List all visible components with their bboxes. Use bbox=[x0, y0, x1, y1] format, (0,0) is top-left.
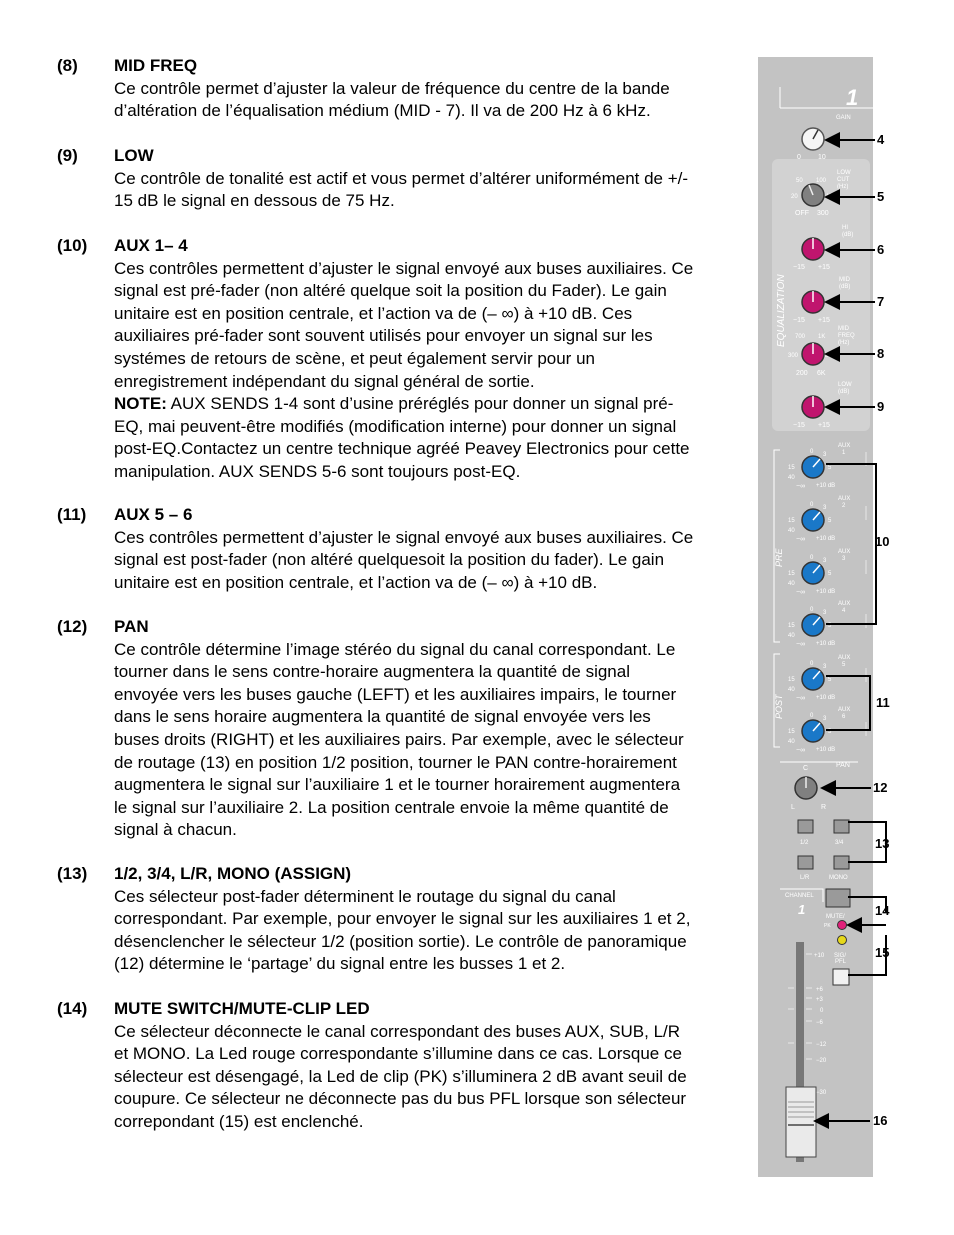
aux-4-scale-5: 5 bbox=[828, 623, 832, 629]
callout-13: 13 bbox=[875, 836, 890, 851]
body-line: auxiliaires pré-fader sont souvent utilisés pour envoyer un signal sur les bbox=[114, 326, 653, 346]
aux-3-scale-zero: 0 bbox=[810, 555, 814, 561]
channel-number-bottom: 1 bbox=[798, 902, 806, 917]
body-line: dans le sens horaire augmentera la quantité de signal envoyée vers les bbox=[114, 707, 651, 727]
channel-label: CHANNEL bbox=[785, 893, 814, 899]
section-pan bbox=[57, 616, 757, 846]
aux-2-label-1: AUX bbox=[838, 496, 851, 502]
button-1-2-label: 1/2 bbox=[800, 840, 809, 846]
gain-label: GAIN bbox=[836, 115, 851, 121]
body-line: envoyée vers les buses gauche (LEFT) et les auxiliaires impairs, le tourner bbox=[114, 684, 677, 704]
mid-freq-knob[interactable] bbox=[802, 343, 824, 365]
note-line: post-EQ.Contactez un centre technique agréé Peavey Electronics pour cette bbox=[114, 439, 690, 459]
mid-freq-300: 300 bbox=[788, 353, 799, 359]
section-number: (9) bbox=[57, 146, 78, 165]
low-cut-max: 300 bbox=[817, 210, 829, 217]
section-title: LOW bbox=[114, 146, 154, 165]
note-line: EQ, mai peuvent-être modifiés (modification interne) pour donner un signal bbox=[114, 416, 677, 436]
note-label: NOTE: bbox=[114, 394, 167, 414]
body-line: le signal sur l’auxiliaire 2. La position centrale envoie la même quantité de bbox=[114, 797, 669, 817]
aux-5-label-1: AUX bbox=[838, 655, 851, 661]
aux-6-label-2: 6 bbox=[842, 714, 846, 720]
body-line: Ce contrôle détermine l’image stéréo du signal du canal correspondant. Le bbox=[114, 639, 676, 659]
hi-eq-label-2: (dB) bbox=[842, 232, 854, 238]
aux-4-min: −∞ bbox=[796, 641, 806, 648]
section-assign bbox=[57, 863, 757, 983]
aux-4-label-2: 4 bbox=[842, 608, 846, 614]
aux-1-min: −∞ bbox=[796, 483, 806, 490]
hi-eq-min: −15 bbox=[793, 264, 805, 271]
fader-scale-p10: +10 bbox=[814, 953, 825, 959]
pfl-button[interactable] bbox=[833, 969, 849, 985]
section-number: (13) bbox=[57, 864, 88, 883]
section-title: PAN bbox=[114, 617, 149, 636]
section-title: 1/2, 3/4, L/R, MONO (ASSIGN) bbox=[114, 864, 352, 883]
aux-2-scale-15: 15 bbox=[788, 518, 795, 524]
channel-number-top: 1 bbox=[846, 85, 859, 110]
fader-scale-m20: −20 bbox=[816, 1058, 827, 1064]
aux-3-min: −∞ bbox=[796, 589, 806, 596]
button-3-4-label: 3/4 bbox=[835, 840, 844, 846]
aux-4-scale-40: 40 bbox=[788, 633, 795, 639]
mid-freq-700: 700 bbox=[795, 334, 806, 340]
hi-eq-knob[interactable] bbox=[802, 238, 824, 260]
aux-4-scale-zero: 0 bbox=[810, 607, 814, 613]
mid-eq-min: −15 bbox=[793, 317, 805, 324]
aux-6-scale-3: 3 bbox=[823, 716, 827, 722]
body-line: d’altération de l’équalisation médium (MID - 7). Il va de 200 Hz à 6 kHz. bbox=[114, 101, 651, 121]
pan-r: R bbox=[821, 804, 827, 811]
button-l-r[interactable] bbox=[798, 856, 813, 869]
callout-11: 11 bbox=[876, 695, 890, 710]
aux-6-scale-15: 15 bbox=[788, 729, 795, 735]
section-mid-freq bbox=[57, 55, 757, 125]
signal-led bbox=[838, 936, 847, 945]
body-line: Ces sélecteur post-fader déterminent le routage du signal du canal bbox=[114, 886, 616, 906]
aux-6-scale-5: 5 bbox=[828, 729, 832, 735]
pan-c: C bbox=[803, 765, 809, 772]
button-mono-label: MONO bbox=[829, 875, 848, 881]
aux-1-label-1: AUX bbox=[838, 443, 851, 449]
aux-3-label-1: AUX bbox=[838, 549, 851, 555]
body-line: signal à chacun. bbox=[114, 820, 237, 840]
fader-scale-m12: −12 bbox=[816, 1042, 827, 1048]
aux-2-scale-zero: 0 bbox=[810, 502, 814, 508]
body-line: (12) détermine le ‘partage’ du signal entre les busses 1 et 2. bbox=[114, 954, 566, 974]
low-cut-label-3: (Hz) bbox=[837, 184, 849, 190]
mid-eq-label-1: MID bbox=[839, 277, 850, 283]
fader-scale-p3: +3 bbox=[816, 997, 823, 1003]
aux-3-label-2: 3 bbox=[842, 556, 846, 562]
fader-cap[interactable] bbox=[786, 1087, 816, 1157]
low-cut-label-2: CUT bbox=[837, 177, 850, 183]
aux-2-label-2: 2 bbox=[842, 503, 846, 509]
aux-4-label-1: AUX bbox=[838, 601, 851, 607]
aux-3-scale-15: 15 bbox=[788, 571, 795, 577]
aux-2-max: +10 dB bbox=[816, 536, 836, 542]
callout-4: 4 bbox=[877, 132, 885, 147]
gain-min: 0 bbox=[797, 154, 801, 161]
body-line: augmentera le signal sur l’auxiliaire 1 et le tourner horairement augmentera bbox=[114, 775, 681, 795]
mute-label: MUTE/ bbox=[826, 914, 845, 920]
section-body bbox=[114, 1021, 757, 1134]
body-line: systémes de retours de scène, et peut également servir pour un bbox=[114, 348, 595, 368]
fader-scale-m6: −6 bbox=[816, 1020, 823, 1026]
body-line: signal est post-fader (non altéré quelquesoit la position du fader). Le gain bbox=[114, 550, 665, 570]
body-line: et MONO. La Led rouge correspondante s’illumine dans ce cas. Lorsque ce bbox=[114, 1044, 682, 1064]
body-line: 15 dB le signal en dessous de 75 Hz. bbox=[114, 191, 395, 211]
body-line: Ces contrôles permettent d’ajuster le signal envoyé aux buses auxiliaires. Ce bbox=[114, 258, 694, 278]
low-cut-knob[interactable] bbox=[802, 184, 824, 206]
button-mono[interactable] bbox=[834, 856, 849, 869]
note-line: manipulation. AUX SENDS 5-6 sont toujours post-EQ. bbox=[114, 461, 521, 481]
body-line: enregistrement indépendant du signal général de sortie. bbox=[114, 371, 535, 391]
body-line: signal est pré-fader (non altéré quelque soit la position du Fader). Le gain bbox=[114, 281, 667, 301]
section-number: (12) bbox=[57, 617, 88, 636]
callout-7: 7 bbox=[877, 294, 885, 309]
aux-4-knob[interactable] bbox=[802, 614, 824, 636]
section-number: (10) bbox=[57, 236, 88, 255]
aux-1-scale-zero: 0 bbox=[810, 449, 814, 455]
aux-2-scale-40: 40 bbox=[788, 528, 795, 534]
body-line: correspondant. Par exemple, pour envoyer le signal sur les auxiliaires 1 et 2, bbox=[114, 909, 691, 929]
note-line bbox=[114, 393, 757, 416]
mute-button[interactable] bbox=[826, 889, 850, 907]
low-cut-label-1: LOW bbox=[837, 170, 851, 176]
aux-5-scale-40: 40 bbox=[788, 687, 795, 693]
aux-3-scale-3: 3 bbox=[823, 558, 827, 564]
aux-1-scale-5: 5 bbox=[828, 465, 832, 471]
callout-12: 12 bbox=[873, 780, 888, 795]
pk-label: PK bbox=[824, 923, 831, 929]
section-number: (14) bbox=[57, 999, 88, 1018]
button-3-4[interactable] bbox=[834, 820, 849, 833]
callout-15: 15 bbox=[875, 945, 890, 960]
fader-scale-0: 0 bbox=[820, 1008, 824, 1014]
aux-4-max: +10 dB bbox=[816, 641, 836, 647]
mid-eq-knob[interactable] bbox=[802, 291, 824, 313]
section-body bbox=[114, 886, 757, 976]
section-title: MID FREQ bbox=[114, 56, 198, 75]
section-aux-1-4 bbox=[57, 235, 757, 485]
aux-1-label-2: 1 bbox=[842, 450, 846, 456]
low-cut-scale-20: 20 bbox=[791, 194, 798, 200]
aux-6-min: −∞ bbox=[796, 747, 806, 754]
button-1-2[interactable] bbox=[798, 820, 813, 833]
gain-knob[interactable] bbox=[802, 128, 824, 150]
low-eq-knob[interactable] bbox=[802, 396, 824, 418]
section-body bbox=[114, 639, 757, 842]
section-aux-5-6 bbox=[57, 504, 757, 599]
aux-5-max: +10 dB bbox=[816, 695, 836, 701]
mid-freq-max: 6K bbox=[817, 370, 826, 377]
body-line: désenclencher le sélecteur 1/2 (position sortie). Le contrôle de panoramique bbox=[114, 931, 687, 951]
aux-3-scale-40: 40 bbox=[788, 581, 795, 587]
aux-5-scale-zero: 0 bbox=[810, 661, 814, 667]
aux-6-knob[interactable] bbox=[802, 720, 824, 742]
aux-3-knob[interactable] bbox=[802, 562, 824, 584]
mid-freq-label-1: MID bbox=[838, 326, 849, 332]
aux-3-max: +10 dB bbox=[816, 589, 836, 595]
callout-8: 8 bbox=[877, 346, 885, 361]
body-line: buses droits (RIGHT) et les auxiliaires pairs. Par exemple, avec le sélecteur bbox=[114, 729, 684, 749]
aux-2-scale-3: 3 bbox=[823, 505, 827, 511]
callout-16: 16 bbox=[873, 1113, 888, 1128]
hi-eq-label-1: HI bbox=[842, 225, 848, 231]
section-title: AUX 1– 4 bbox=[114, 236, 188, 255]
body-line: unitaire est en position centrale, et l’action va de (– ∞) à +10 dB. bbox=[114, 572, 598, 592]
body-line: coupure. Ce sélecteur ne déconnecte pas du bus PFL lorsque son sélecteur bbox=[114, 1089, 687, 1109]
aux-5-min: −∞ bbox=[796, 695, 806, 702]
mid-freq-min: 200 bbox=[796, 370, 808, 377]
mid-freq-2-5k: 2.5K bbox=[825, 353, 838, 359]
callout-9: 9 bbox=[877, 399, 885, 414]
aux-6-label-1: AUX bbox=[838, 707, 851, 713]
pan-l: L bbox=[791, 804, 795, 811]
aux-1-scale-3: 3 bbox=[823, 452, 827, 458]
pre-vertical-label: PRE bbox=[774, 548, 784, 567]
aux-5-scale-3: 3 bbox=[823, 664, 827, 670]
eq-vertical-label: EQUALIZATION bbox=[776, 274, 787, 347]
callout-5: 5 bbox=[877, 189, 885, 204]
low-eq-label-1: LOW bbox=[838, 382, 852, 388]
aux-3-scale-5: 5 bbox=[828, 571, 832, 577]
aux-1-scale-15: 15 bbox=[788, 465, 795, 471]
body-line: Ce contrôle permet d’ajuster la valeur de fréquence du centre de la bande bbox=[114, 78, 670, 98]
mid-freq-label-3: (Hz) bbox=[838, 340, 850, 346]
channel-strip-illustration bbox=[758, 57, 873, 1177]
button-l-r-label: L/R bbox=[800, 875, 810, 881]
aux-5-scale-5: 5 bbox=[828, 677, 832, 683]
body-line: tourner dans le sens contre-horaire augmentera la quantité de signal bbox=[114, 662, 630, 682]
section-low bbox=[57, 145, 757, 215]
aux-6-scale-zero: 0 bbox=[810, 713, 814, 719]
aux-5-label-2: 5 bbox=[842, 662, 846, 668]
aux-1-max: +10 dB bbox=[816, 483, 836, 489]
aux-2-min: −∞ bbox=[796, 536, 806, 543]
post-vertical-label: POST bbox=[774, 694, 784, 719]
section-body bbox=[114, 258, 757, 484]
low-cut-scale-150: 150 bbox=[826, 194, 837, 200]
mid-freq-1k: 1K bbox=[818, 334, 826, 340]
body-line: Ces contrôles permettent d’ajuster le signal envoyé aux buses auxiliaires. Ce bbox=[114, 527, 694, 547]
callout-14: 14 bbox=[875, 903, 890, 918]
fader-scale-p6: +6 bbox=[816, 987, 823, 993]
low-cut-scale-50: 50 bbox=[796, 178, 803, 184]
low-eq-min: −15 bbox=[793, 422, 805, 429]
mute-clip-led bbox=[838, 921, 847, 930]
body-line: Ce sélecteur déconnecte le canal correspondant des buses AUX, SUB, L/R bbox=[114, 1021, 681, 1041]
gain-max: 10 bbox=[818, 154, 826, 161]
section-number: (11) bbox=[57, 505, 87, 524]
section-body bbox=[114, 168, 757, 213]
aux-4-scale-15: 15 bbox=[788, 623, 795, 629]
low-cut-min: OFF bbox=[795, 210, 809, 217]
mid-freq-label-2: FREQ bbox=[838, 333, 855, 339]
aux-1-knob[interactable] bbox=[802, 456, 824, 478]
sig-label: SIG/ bbox=[834, 953, 847, 959]
note-text: AUX SENDS 1-4 sont d’usine préréglés pour donner un signal pré- bbox=[166, 394, 674, 414]
pan-label: PAN bbox=[836, 762, 850, 769]
body-line: Ce contrôle de tonalité est actif et vous permet d’altérer uniformément de +/- bbox=[114, 168, 689, 188]
pan-knob[interactable] bbox=[795, 777, 817, 799]
low-eq-label-2: (dB) bbox=[838, 389, 850, 395]
mid-eq-max: +15 bbox=[818, 317, 830, 324]
body-line: de routage (13) en position 1/2 position, tourner le PAN contre-horairement bbox=[114, 752, 677, 772]
fader-scale-m30: −30 bbox=[816, 1090, 827, 1096]
aux-5-scale-15: 15 bbox=[788, 677, 795, 683]
aux-5-knob[interactable] bbox=[802, 668, 824, 690]
section-body bbox=[114, 78, 757, 123]
aux-2-knob[interactable] bbox=[802, 509, 824, 531]
section-title: AUX 5 – 6 bbox=[114, 505, 193, 524]
aux-2-scale-5: 5 bbox=[828, 518, 832, 524]
body-line: unitaire est en position centrale, et l’action va de (– ∞) à +10 dB. Ces bbox=[114, 303, 633, 323]
low-cut-scale-100: 100 bbox=[816, 178, 827, 184]
section-number: (8) bbox=[57, 56, 78, 75]
pfl-label: PFL bbox=[835, 959, 847, 965]
callout-6: 6 bbox=[877, 242, 885, 257]
callout-10: 10 bbox=[875, 534, 890, 549]
mid-eq-label-2: (dB) bbox=[839, 284, 851, 290]
aux-6-scale-40: 40 bbox=[788, 739, 795, 745]
aux-4-scale-3: 3 bbox=[823, 610, 827, 616]
section-mute bbox=[57, 998, 757, 1138]
body-line: correpondant (15) est enclenché. bbox=[114, 1111, 364, 1131]
body-line: sélecteur est désengagé, la Led de clip (PK) s’illuminera 2 dB avant seuil de bbox=[114, 1066, 687, 1086]
hi-eq-max: +15 bbox=[818, 264, 830, 271]
aux-6-max: +10 dB bbox=[816, 747, 836, 753]
section-title: MUTE SWITCH/MUTE-CLIP LED bbox=[114, 999, 370, 1018]
section-body bbox=[114, 527, 757, 595]
aux-1-scale-40: 40 bbox=[788, 475, 795, 481]
low-eq-max: +15 bbox=[818, 422, 830, 429]
